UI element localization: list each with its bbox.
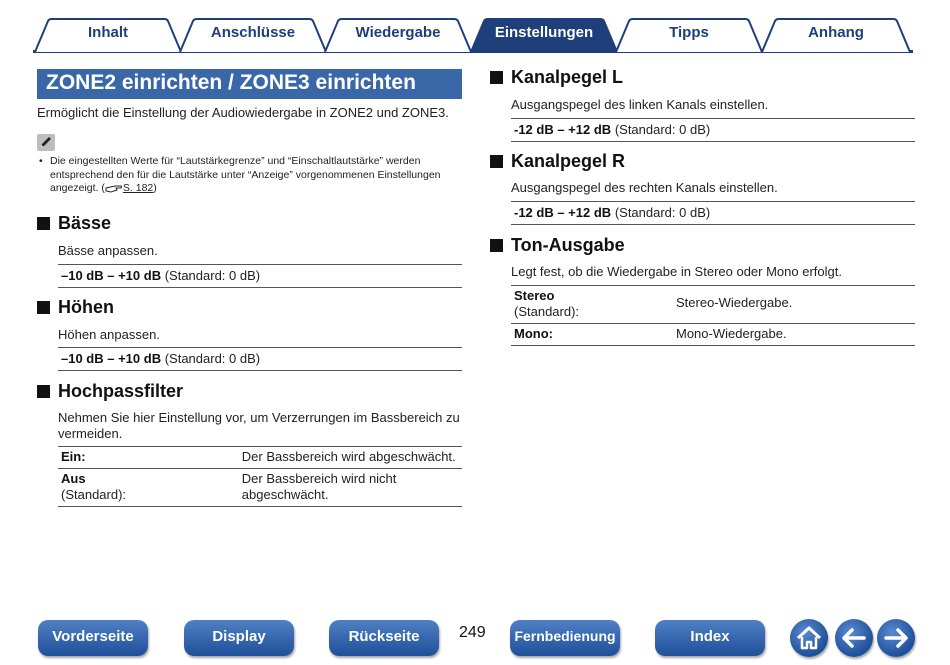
pencil-note-icon xyxy=(37,134,55,151)
fernbedienung-button[interactable]: Fernbedienung xyxy=(510,620,620,656)
hochpass-desc: Nehmen Sie hier Einstellung vor, um Verzerrungen im Bassbereich zu vermeiden. xyxy=(58,410,460,441)
option-value: Mono-Wiedergabe. xyxy=(676,326,787,341)
tab-einstellungen[interactable] xyxy=(470,18,618,52)
option-value: Stereo-Wiedergabe. xyxy=(676,295,793,310)
table-row xyxy=(58,447,462,469)
kanal-l-desc: Ausgangspegel des linken Kanals einstellen. xyxy=(511,97,769,112)
forward-button[interactable] xyxy=(877,619,915,657)
heading-text: Ton-Ausgabe xyxy=(511,235,625,255)
range-value: –10 dB – +10 dB xyxy=(61,268,162,283)
tab-label: Einstellungen xyxy=(494,24,594,41)
home-icon xyxy=(790,619,828,657)
option-key: Aus (Standard): xyxy=(61,471,127,502)
heading-text: Kanalpegel L xyxy=(511,67,624,87)
tab-anhang[interactable] xyxy=(761,18,911,52)
rueckseite-button[interactable]: Rückseite xyxy=(329,620,439,656)
vorderseite-button[interactable]: Vorderseite xyxy=(38,620,148,656)
square-bullet-icon xyxy=(490,71,503,84)
page-title: ZONE2 einrichten / ZONE3 einrichten xyxy=(37,69,462,99)
section-hoehen-heading xyxy=(37,297,114,318)
note-bullet: • xyxy=(39,155,43,167)
section-baesse-heading xyxy=(37,213,111,234)
table-row xyxy=(511,286,915,324)
note xyxy=(37,155,462,196)
heading-text: Höhen xyxy=(58,297,114,317)
square-bullet-icon xyxy=(490,155,503,168)
range-default: (Standard: 0 dB) xyxy=(614,205,711,220)
intro-text: Ermöglicht die Einstellung der Audiowiedergabe in ZONE2 und ZONE3. xyxy=(37,105,449,120)
range-default: (Standard: 0 dB) xyxy=(164,351,261,366)
note-ref-close: ) xyxy=(153,182,157,194)
note-body xyxy=(37,155,462,196)
heading-text: Hochpassfilter xyxy=(58,381,184,401)
square-bullet-icon xyxy=(37,217,50,230)
table-row xyxy=(58,469,462,507)
tab-tipps[interactable] xyxy=(615,18,763,52)
tab-label: Anhang xyxy=(808,24,864,41)
baesse-desc: Bässe anpassen. xyxy=(58,243,158,258)
ton-desc: Legt fest, ob die Wiedergabe in Stereo oder Mono erfolgt. xyxy=(511,264,842,279)
pointing-hand-icon xyxy=(105,183,123,193)
page-number: 249 xyxy=(459,624,486,641)
section-hochpass-heading xyxy=(37,381,183,402)
hoehen-desc: Höhen anpassen. xyxy=(58,327,160,342)
range-default: (Standard: 0 dB) xyxy=(164,268,261,283)
square-bullet-icon xyxy=(37,385,50,398)
range-value: –10 dB – +10 dB xyxy=(61,351,162,366)
display-button[interactable]: Display xyxy=(184,620,294,656)
option-key: Ein: xyxy=(61,449,86,464)
tab-bar xyxy=(0,0,950,56)
arrow-left-icon xyxy=(835,619,873,657)
baesse-range xyxy=(58,264,462,288)
arrow-right-icon xyxy=(877,619,915,657)
tab-inhalt[interactable] xyxy=(34,18,182,52)
tab-label: Anschlüsse xyxy=(210,24,296,41)
option-value: Der Bassbereich wird abgeschwächt. xyxy=(241,449,456,464)
tab-anschluesse[interactable] xyxy=(179,18,327,52)
hochpass-options-table xyxy=(58,446,462,507)
tab-label: Inhalt xyxy=(88,24,128,41)
section-kanal-r-heading xyxy=(490,151,625,172)
tab-label: Wiedergabe xyxy=(355,24,441,41)
note-ref-open: ( xyxy=(101,182,105,194)
back-button[interactable] xyxy=(835,619,873,657)
heading-text: Kanalpegel R xyxy=(511,151,626,171)
home-button[interactable] xyxy=(790,619,828,657)
heading-text: Bässe xyxy=(58,213,112,233)
option-value: Der Bassbereich wird nicht abgeschwächt. xyxy=(241,471,397,502)
kanal-r-desc: Ausgangspegel des rechten Kanals einstellen. xyxy=(511,180,778,195)
tab-label: Tipps xyxy=(669,24,709,41)
range-value: -12 dB – +12 dB xyxy=(514,205,612,220)
section-kanal-l-heading xyxy=(490,67,623,88)
tab-wiedergabe[interactable] xyxy=(324,18,472,52)
page-ref-link[interactable]: S. 182 xyxy=(122,182,154,194)
kanal-l-range xyxy=(511,118,915,142)
option-key: Mono: xyxy=(514,326,553,341)
range-default: (Standard: 0 dB) xyxy=(614,122,711,137)
section-ton-heading xyxy=(490,235,625,256)
range-value: -12 dB – +12 dB xyxy=(514,122,612,137)
option-key: Stereo (Standard): xyxy=(514,288,580,319)
hoehen-range xyxy=(58,347,462,371)
note-text: Die eingestellten Werte für “Lautstärkegrenze” und “Einschaltlautstärke” werden entsprechend den für die Lautstärke unter “Anzeige” vorgenommenen Einstellungen angezeigt. xyxy=(50,155,441,194)
square-bullet-icon xyxy=(490,239,503,252)
square-bullet-icon xyxy=(37,301,50,314)
table-row xyxy=(511,324,915,346)
index-button[interactable]: Index xyxy=(655,620,765,656)
ton-options-table xyxy=(511,285,915,346)
kanal-r-range xyxy=(511,201,915,225)
